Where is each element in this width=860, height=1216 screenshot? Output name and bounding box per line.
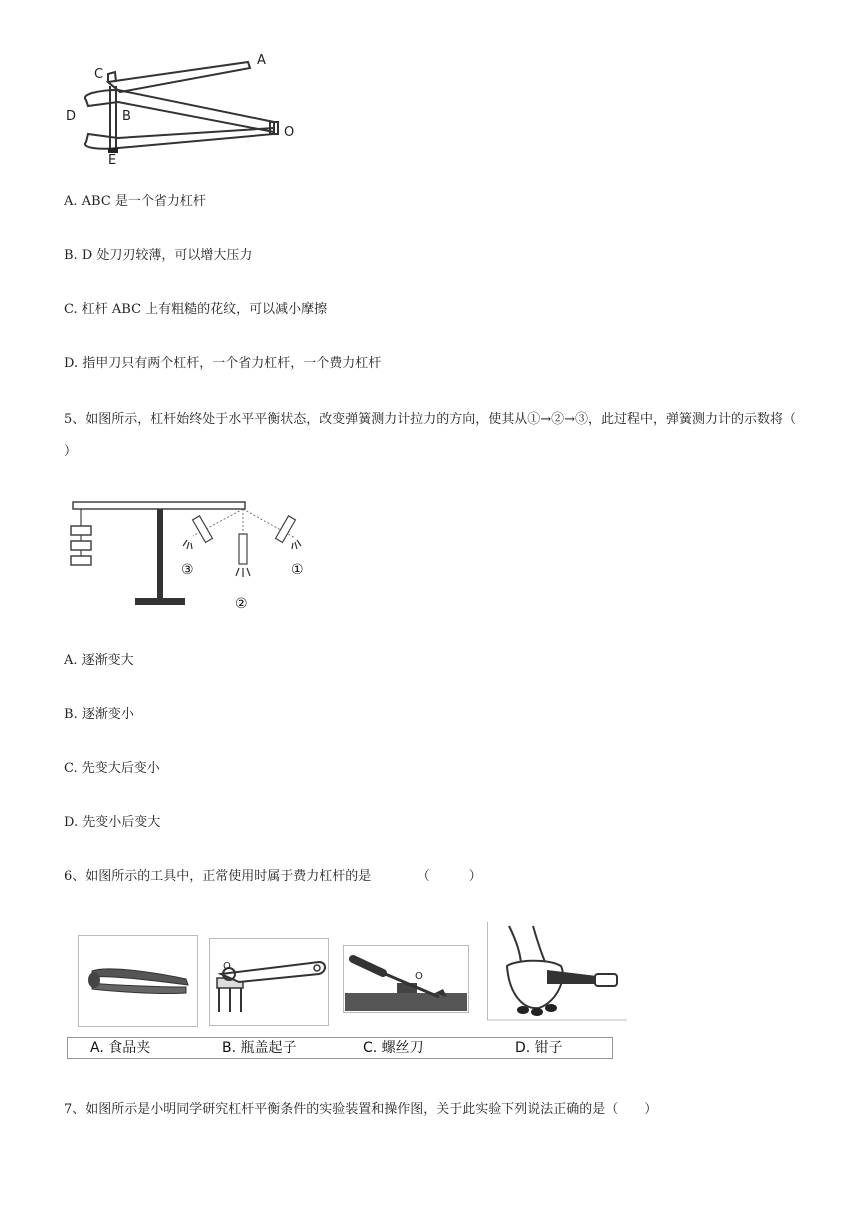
q4-option-b: B. D 处刀刃较薄，可以增大压力 [64,248,253,263]
label-B: B [122,109,131,124]
q6-question: 6、如图所示的工具中，正常使用时属于费力杠杆的是 （ ） [64,869,482,884]
label-circle-1: ① [291,562,304,578]
nail-clipper-figure [60,50,300,170]
lever-spring-scale-figure [63,496,313,616]
q5-option-b: B. 逐渐变小 [64,707,134,722]
q5-question: 5、如图所示，杠杆始终处于水平平衡状态，改变弹簧测力计拉力的方向，使其从①→②→③，此过程中，弹簧测力计的示数将（ ） [64,412,797,459]
q6-caption-d: D. 钳子 [515,1040,563,1056]
label-C: C [94,67,104,82]
q6-caption-a: A. 食品夹 [90,1040,151,1056]
q5-option-d: D. 先变小后变大 [64,815,161,830]
bottle-opener-image [209,938,329,1026]
q4-option-d: D. 指甲刀只有两个杠杆，一个省力杠杆，一个费力杠杆 [64,356,382,371]
label-O: O [284,125,295,140]
opener-pivot-label: O [223,961,231,972]
label-E: E [108,153,117,168]
screwdriver-pivot-label: O [415,971,423,982]
pliers-image [487,922,627,1022]
q5-option-c: C. 先变大后变小 [64,761,160,776]
label-A: A [257,53,266,68]
label-D: D [66,109,77,124]
q5-option-a: A. 逐渐变大 [64,653,134,668]
label-circle-3: ③ [181,562,194,578]
q4-option-a: A. ABC 是一个省力杠杆 [64,194,206,209]
q6-caption-c: C. 螺丝刀 [363,1040,424,1056]
food-tongs-image [78,935,198,1027]
q7-question: 7、如图所示是小明同学研究杠杆平衡条件的实验装置和操作图，关于此实验下列说法正确的是（ ） [64,1102,658,1117]
screwdriver-image [343,945,469,1013]
q4-option-c: C. 杠杆 ABC 上有粗糙的花纹，可以减小摩擦 [64,302,328,317]
label-circle-2: ② [235,596,248,612]
q6-caption-b: B. 瓶盖起子 [222,1040,297,1056]
